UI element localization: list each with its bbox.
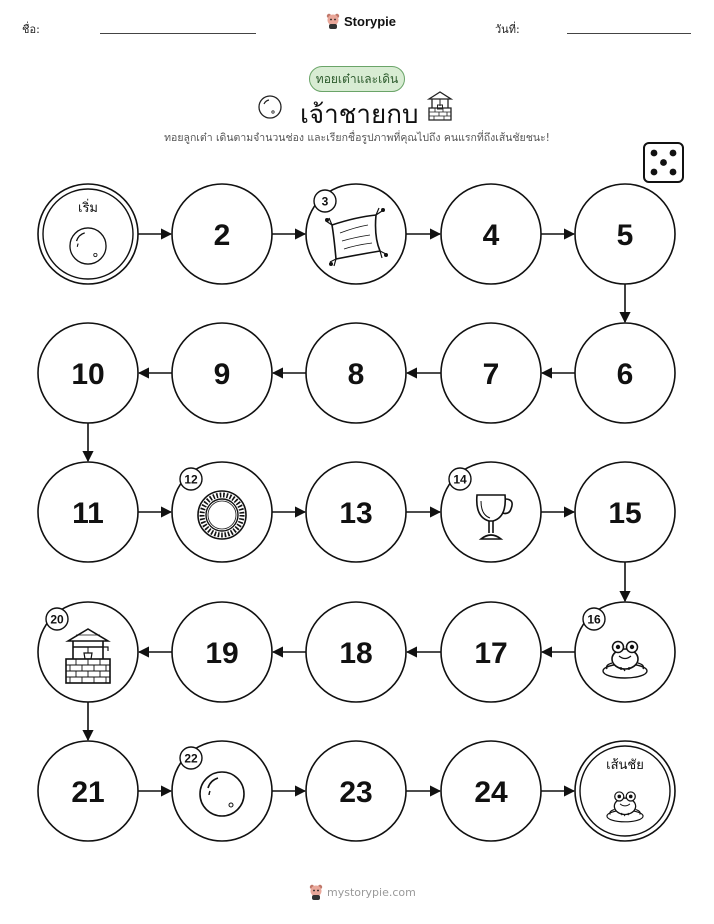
footer (309, 884, 416, 900)
board-cell-9 (172, 323, 272, 423)
date-label: วันที่: (495, 23, 520, 36)
board-cell-18 (306, 602, 406, 702)
cell-number: 11 (72, 497, 104, 530)
cell-number: 17 (474, 637, 508, 670)
board-cell-24 (441, 741, 541, 841)
bubble-icon (200, 772, 244, 816)
cell-number: 8 (347, 358, 365, 391)
board-cell-13 (306, 462, 406, 562)
board-cell-6 (575, 323, 675, 423)
cell-number: 5 (616, 219, 634, 252)
cell-number: 22 (184, 751, 198, 766)
plate-icon (198, 491, 246, 539)
cell-number: 9 (213, 358, 231, 391)
board-cell-4 (441, 184, 541, 284)
brand-name: Storypie (344, 13, 397, 29)
dice-five-icon (644, 143, 683, 182)
cell-number: 14 (453, 472, 467, 487)
cell-number: 6 (616, 358, 634, 391)
board-cell-11 (38, 462, 138, 562)
board-cell-22 (172, 741, 272, 841)
board-cell-19 (172, 602, 272, 702)
board-cell-14 (441, 462, 541, 562)
board-cell-21 (38, 741, 138, 841)
start-label: เริ่ม (78, 201, 98, 216)
cell-number: 18 (339, 637, 373, 670)
cell-number: 4 (482, 219, 500, 252)
cell-number: 10 (71, 358, 105, 391)
mascot-icon (309, 884, 323, 900)
cell-number: 3 (321, 194, 329, 209)
board-cell-20 (38, 602, 138, 702)
board-cell-23 (306, 741, 406, 841)
game-type-label: ทอยเต๋าและเดิน (315, 71, 399, 86)
cell-number: 21 (71, 776, 105, 809)
name-label: ชื่อ: (22, 23, 40, 36)
cell-number: 12 (184, 472, 198, 487)
board-cell-10 (38, 323, 138, 423)
board-cell-7 (441, 323, 541, 423)
instructions: ทอยลูกเต๋า เดินตามจำนวนช่อง และเรียกชื่อรูปภาพที่คุณไปถึง คนแรกที่ถึงเส้นชัยชนะ! (164, 132, 550, 144)
board-cell-25 (575, 741, 675, 841)
cell-circle (575, 741, 675, 841)
cell-number: 23 (339, 776, 373, 809)
board-cell-12 (172, 462, 272, 562)
bubble-icon (70, 228, 106, 264)
finish-label: เส้นชัย (606, 758, 644, 773)
page-title: เจ้าชายกบ (300, 100, 419, 130)
board-cell-17 (441, 602, 541, 702)
cell-number: 7 (482, 358, 500, 391)
footer-url: mystorypie.com (327, 885, 416, 899)
cell-number: 16 (587, 612, 601, 627)
board-cell-5 (575, 184, 675, 284)
board-cell-2 (172, 184, 272, 284)
cell-number: 2 (213, 219, 231, 252)
board-cell-15 (575, 462, 675, 562)
cell-number: 13 (339, 497, 373, 530)
board-cell-16 (575, 602, 675, 702)
cell-number: 20 (50, 612, 64, 627)
board-cell-3 (306, 184, 406, 284)
board-cell-1 (38, 184, 138, 284)
board-cell-8 (306, 323, 406, 423)
cell-number: 15 (608, 497, 642, 530)
cell-number: 19 (205, 637, 239, 670)
cell-number: 24 (474, 776, 508, 809)
